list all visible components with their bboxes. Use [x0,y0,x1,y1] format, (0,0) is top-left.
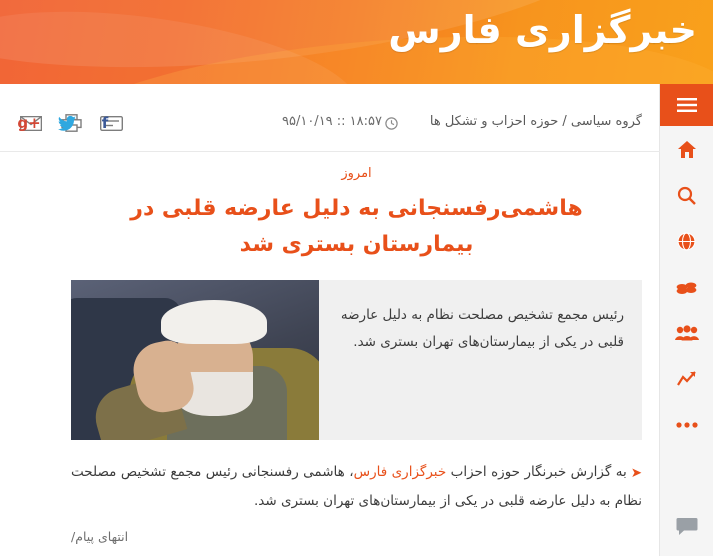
people-icon[interactable] [660,310,713,356]
article-end-note: انتهای پیام/ [71,529,129,545]
clock-icon [385,115,398,134]
article-body-part-1: به گزارش خبرنگار حوزه احزاب [446,463,627,480]
more-icon[interactable] [660,402,713,448]
article-container [53,152,660,544]
photo-turban [161,300,267,344]
chat-icon[interactable] [660,504,713,548]
coins-icon[interactable] [660,264,713,310]
article-body-part-2: ، هاشمی رفسنجانی رئیس مجمع تشخیص مصلحت نظام به دلیل عارضه قلبی در یکی از بیمارستان‌های تهران بستری شد. [71,463,642,509]
menu-icon[interactable] [660,84,713,126]
site-banner [0,0,713,84]
search-icon[interactable] [660,172,713,218]
article-body [71,458,642,516]
publish-datetime: ۹۵/۱۰/۱۹ :: ۱۸:۵۷ [282,114,382,129]
source-link[interactable]: خبرگزاری فارس [353,463,447,480]
home-icon[interactable] [660,126,713,172]
article-lead-block [71,280,642,440]
right-icon-rail [659,84,713,556]
breadcrumb[interactable]: گروه سیاسی / حوزه احزاب و تشکل ها [429,114,642,129]
social-share-row [18,112,116,134]
facebook-icon[interactable]: f [101,114,109,132]
chart-icon[interactable] [660,356,713,402]
site-logo[interactable]: خبرگزاری فارس [388,8,697,52]
article-photo [71,280,319,440]
globe-icon[interactable] [660,218,713,264]
article-lead-text: رئیس مجمع تشخیص مصلحت نظام به دلیل عارضه قلبی در یکی از بیمارستان‌های تهران بستری شد. [340,306,624,350]
google-plus-icon[interactable]: g+ [17,114,41,132]
bullet-arrow-icon: ➤ [630,464,643,481]
page-title: هاشمی‌رفسنجانی به دلیل عارضه قلبی در بیمارستان بستری شد [130,196,583,258]
twitter-icon[interactable] [56,112,78,134]
article-kicker: امروز [341,166,372,181]
